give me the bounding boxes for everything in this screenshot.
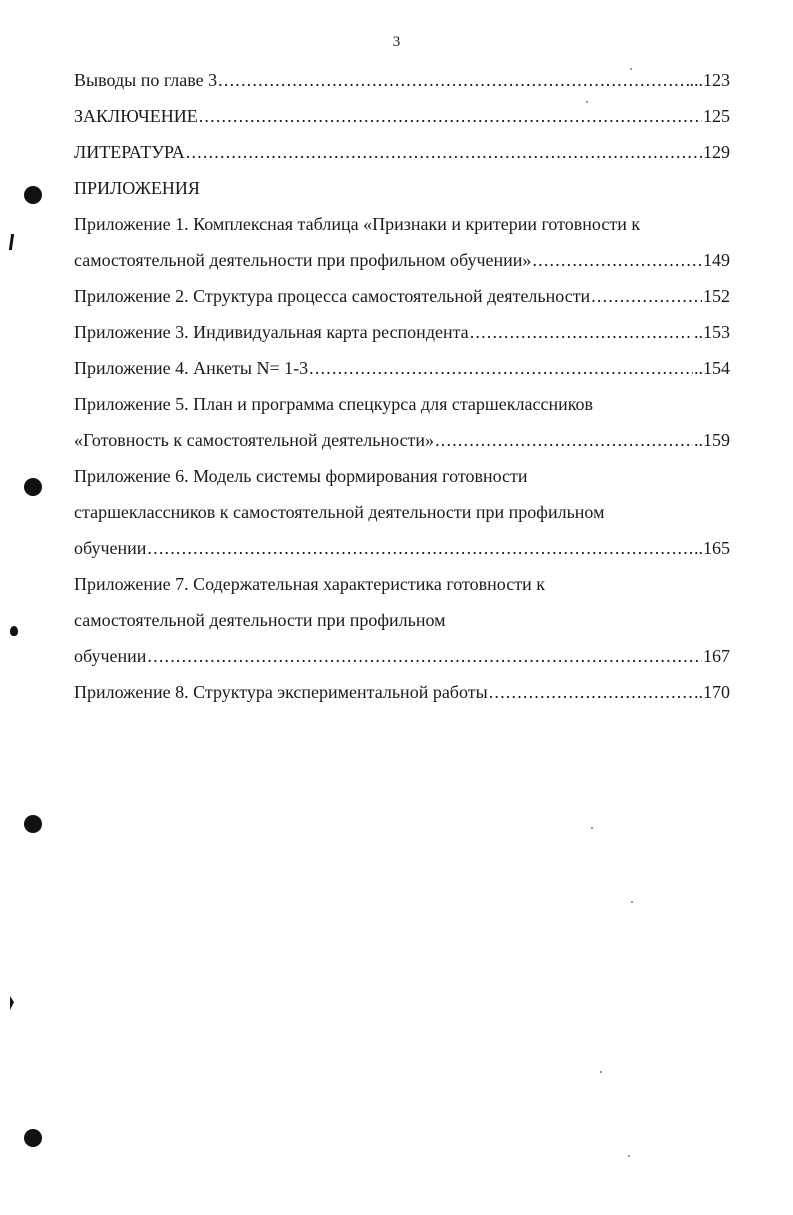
dot-leader xyxy=(489,674,693,710)
toc-entry-page: 129 xyxy=(703,142,730,162)
scan-speck xyxy=(628,1155,630,1157)
dot-leader xyxy=(435,422,693,458)
toc-entry-page: ...123 xyxy=(689,70,730,90)
toc-entry-label: обучении xyxy=(74,538,147,558)
punch-hole xyxy=(24,1129,42,1147)
toc-entry-label: ЗАКЛЮЧЕНИЕ xyxy=(74,106,198,126)
dot-leader xyxy=(218,62,688,98)
dot-leader xyxy=(532,242,702,278)
toc-heading: ПРИЛОЖЕНИЯ xyxy=(74,178,200,198)
toc-heading: Приложение 6. Модель системы формирования готовности xyxy=(74,466,528,486)
toc-entry-label: обучении xyxy=(74,646,147,666)
toc-heading: Приложение 5. План и программа спецкурса для старшеклассников xyxy=(74,394,594,414)
page-number: 3 xyxy=(392,34,401,50)
dot-leader xyxy=(309,350,693,386)
scan-speck xyxy=(631,901,633,903)
toc-entry xyxy=(74,674,730,710)
toc-entry xyxy=(74,98,730,134)
toc-entry xyxy=(74,350,730,386)
toc-entry xyxy=(74,278,730,314)
toc-entry xyxy=(74,638,730,674)
toc-entry xyxy=(74,242,730,278)
table-of-contents xyxy=(74,62,730,710)
scan-mark xyxy=(9,234,14,250)
toc-entry-label: Выводы по главе 3 xyxy=(74,70,218,90)
toc-entry-page: 125 xyxy=(703,106,730,126)
dot-leader xyxy=(591,278,702,314)
dot-leader xyxy=(147,638,702,674)
scan-speck xyxy=(630,68,632,70)
dot-leader xyxy=(199,98,702,134)
toc-entry-label: Приложение 2. Структура процесса самостоятельной деятельности xyxy=(74,286,591,306)
toc-entry-page: 149 xyxy=(703,250,730,270)
toc-entry xyxy=(74,422,730,458)
dot-leader xyxy=(470,314,693,350)
scan-speck xyxy=(586,101,588,103)
toc-entry-page: ..159 xyxy=(694,430,730,450)
toc-entry xyxy=(74,530,730,566)
toc-heading: старшеклассников к самостоятельной деятельности при профильном xyxy=(74,502,605,522)
toc-entry-page: ..165 xyxy=(694,538,730,558)
dot-leader xyxy=(147,530,693,566)
toc-entry-label: Приложение 8. Структура экспериментальной работы xyxy=(74,682,488,702)
toc-entry-page: ..153 xyxy=(694,322,730,342)
punch-hole xyxy=(24,478,42,496)
scan-mark xyxy=(10,626,18,636)
toc-entry xyxy=(74,314,730,350)
toc-entry-page: ..154 xyxy=(694,358,730,378)
toc-entry-page: 152 xyxy=(703,286,730,306)
toc-entry-label: ЛИТЕРАТУРА xyxy=(74,142,185,162)
punch-hole xyxy=(24,186,42,204)
toc-entry-label: самостоятельной деятельности при профильном обучении» xyxy=(74,250,532,270)
toc-entry-label: Приложение 3. Индивидуальная карта респондента xyxy=(74,322,469,342)
toc-entry-label: «Готовность к самостоятельной деятельности» xyxy=(74,430,435,450)
toc-heading: Приложение 1. Комплексная таблица «Признаки и критерии готовности к xyxy=(74,214,641,234)
dot-leader xyxy=(186,134,702,170)
scan-speck xyxy=(600,1071,602,1073)
toc-entry-label: Приложение 4. Анкеты N= 1-3 xyxy=(74,358,309,378)
toc-heading: Приложение 7. Содержательная характеристика готовности к xyxy=(74,574,545,594)
scan-speck xyxy=(591,827,593,829)
toc-heading: самостоятельной деятельности при профильном xyxy=(74,610,446,630)
toc-entry-page: ..170 xyxy=(694,682,730,702)
scan-mark xyxy=(10,996,14,1010)
toc-entry xyxy=(74,134,730,170)
toc-entry-page: 167 xyxy=(703,646,730,666)
punch-hole xyxy=(24,815,42,833)
